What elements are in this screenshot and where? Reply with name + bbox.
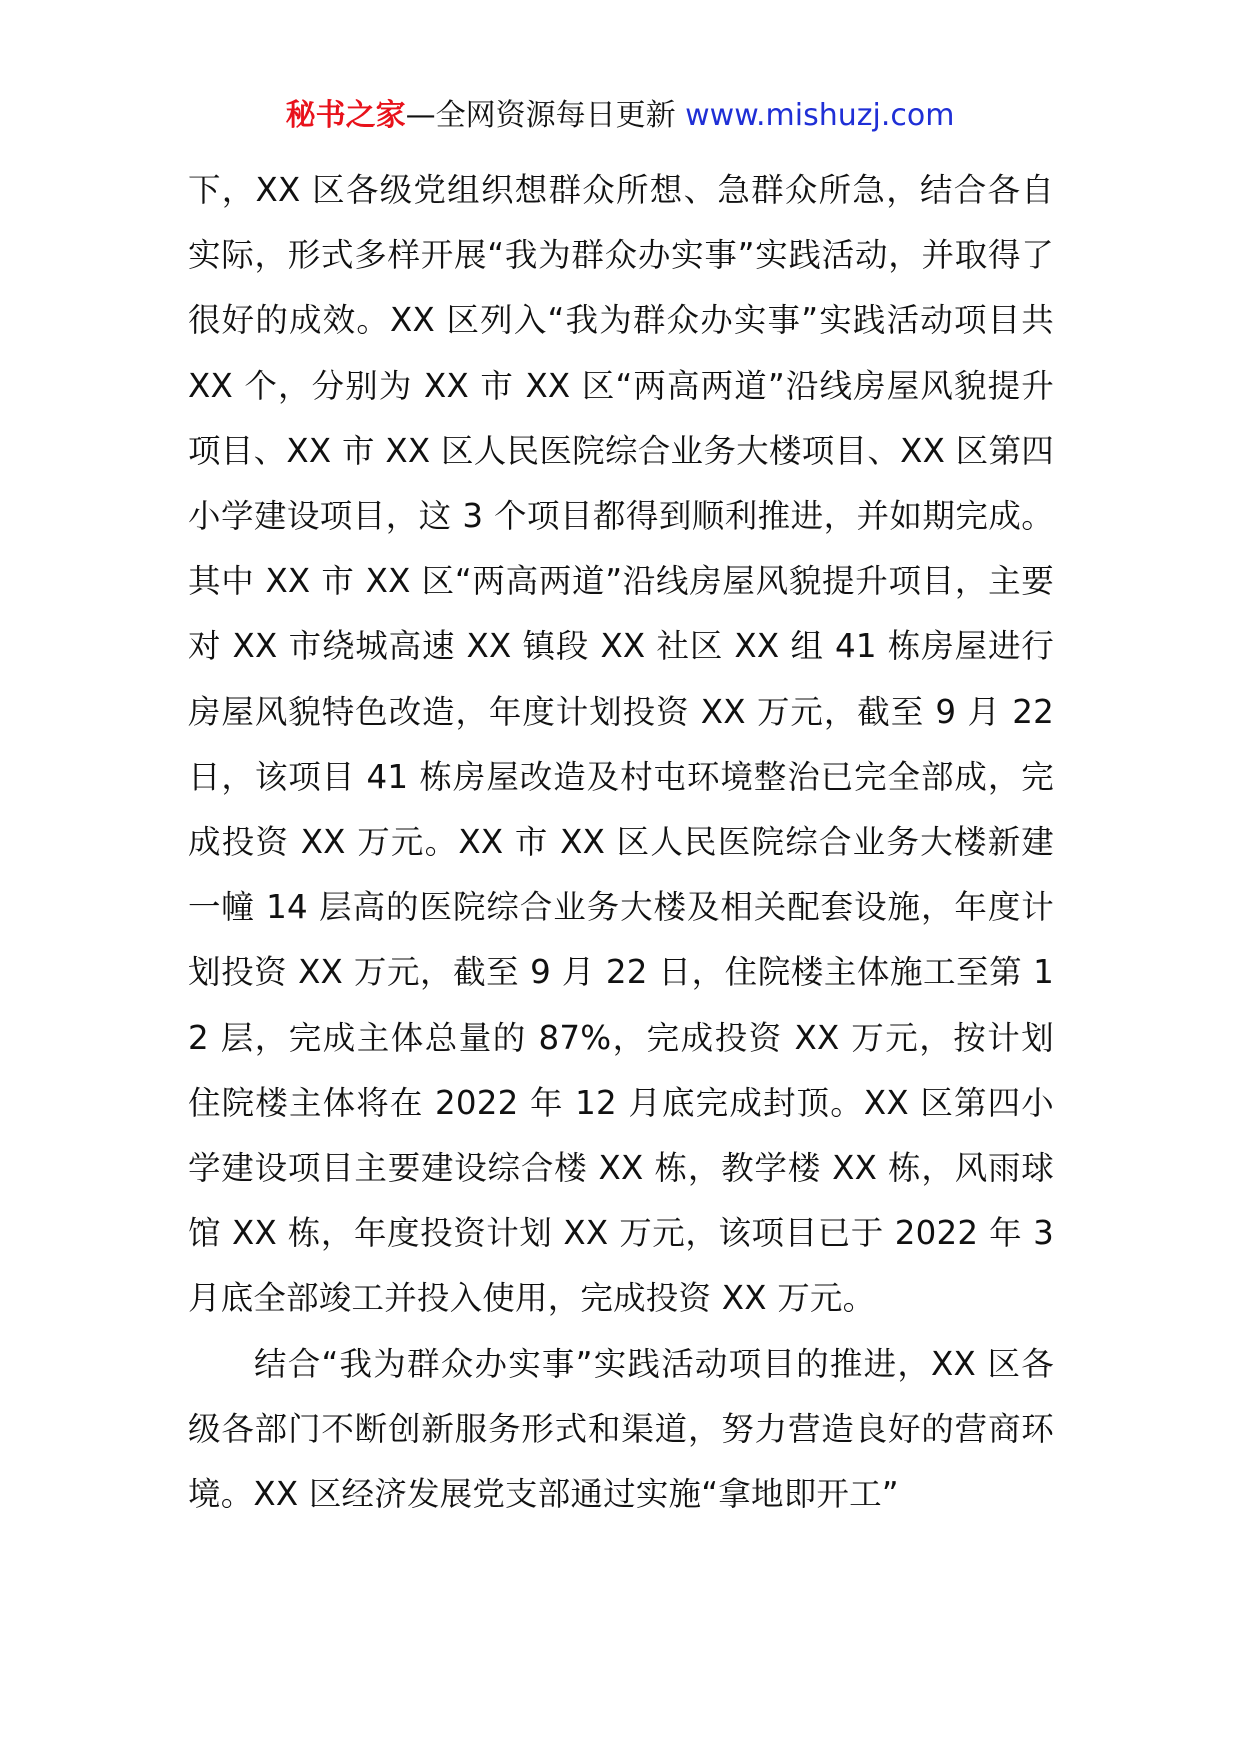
- paragraph: 结合“我为群众办实事”实践活动项目的推进，XX 区各级各部门不断创新服务形式和渠道，努力营造良好的营商环境。XX 区经济发展党支部通过实施“拿地即开工”: [188, 1344, 1054, 1514]
- paragraph-continued: 下，XX 区各级党组织想群众所想、急群众所急，结合各自实际，形式多样开展“我为群众办实事”实践活动，并取得了很好的成效。XX 区列入“我为群众办实事”实践活动项目共 XX 个，分别为 XX 市 XX 区“两高两道”沿线房屋风貌提升项目、XX 市 XX 区人民医院综合业务大楼项目、XX 区第四小学建设项目，这 3 个项目都得到顺利推进，并如期完成。其中 XX 市 XX 区“两高两道”沿线房屋风貌提升项目，主要对 XX 市绕城高速 XX 镇段 XX 社区 XX 组 41 栋房屋进行房屋风貌特色改造，年度计划投资 XX 万元，截至 9 月 22 日，该项目 41 栋房屋改造及村屯环境整治已完全部成，完成投资 XX 万元。XX 市 XX 区人民医院综合业务大楼新建一幢 14 层高的医院综合业务大楼及相关配套设施，年度计划投资 XX 万元，截至 9 月 22 日，住院楼主体施工至第 12 层，完成主体总量的 87%，完成投资 XX 万元，按计划住院楼主体将在 2022 年 12 月底完成封顶。XX 区第四小学建设项目主要建设综合楼 XX 栋，教学楼 XX 栋，风雨球馆 XX 栋，年度投资计划 XX 万元，该项目已于 2022 年 3 月底全部竣工并投入使用，完成投资 XX 万元。: [188, 171, 1054, 1318]
- header-site-link[interactable]: www.mishuzj.com: [685, 98, 955, 133]
- document-body: [188, 158, 1054, 1527]
- page-header: [0, 96, 1240, 136]
- header-tagline: —全网资源每日更新: [405, 98, 686, 133]
- header-brand: 秘书之家: [285, 98, 406, 133]
